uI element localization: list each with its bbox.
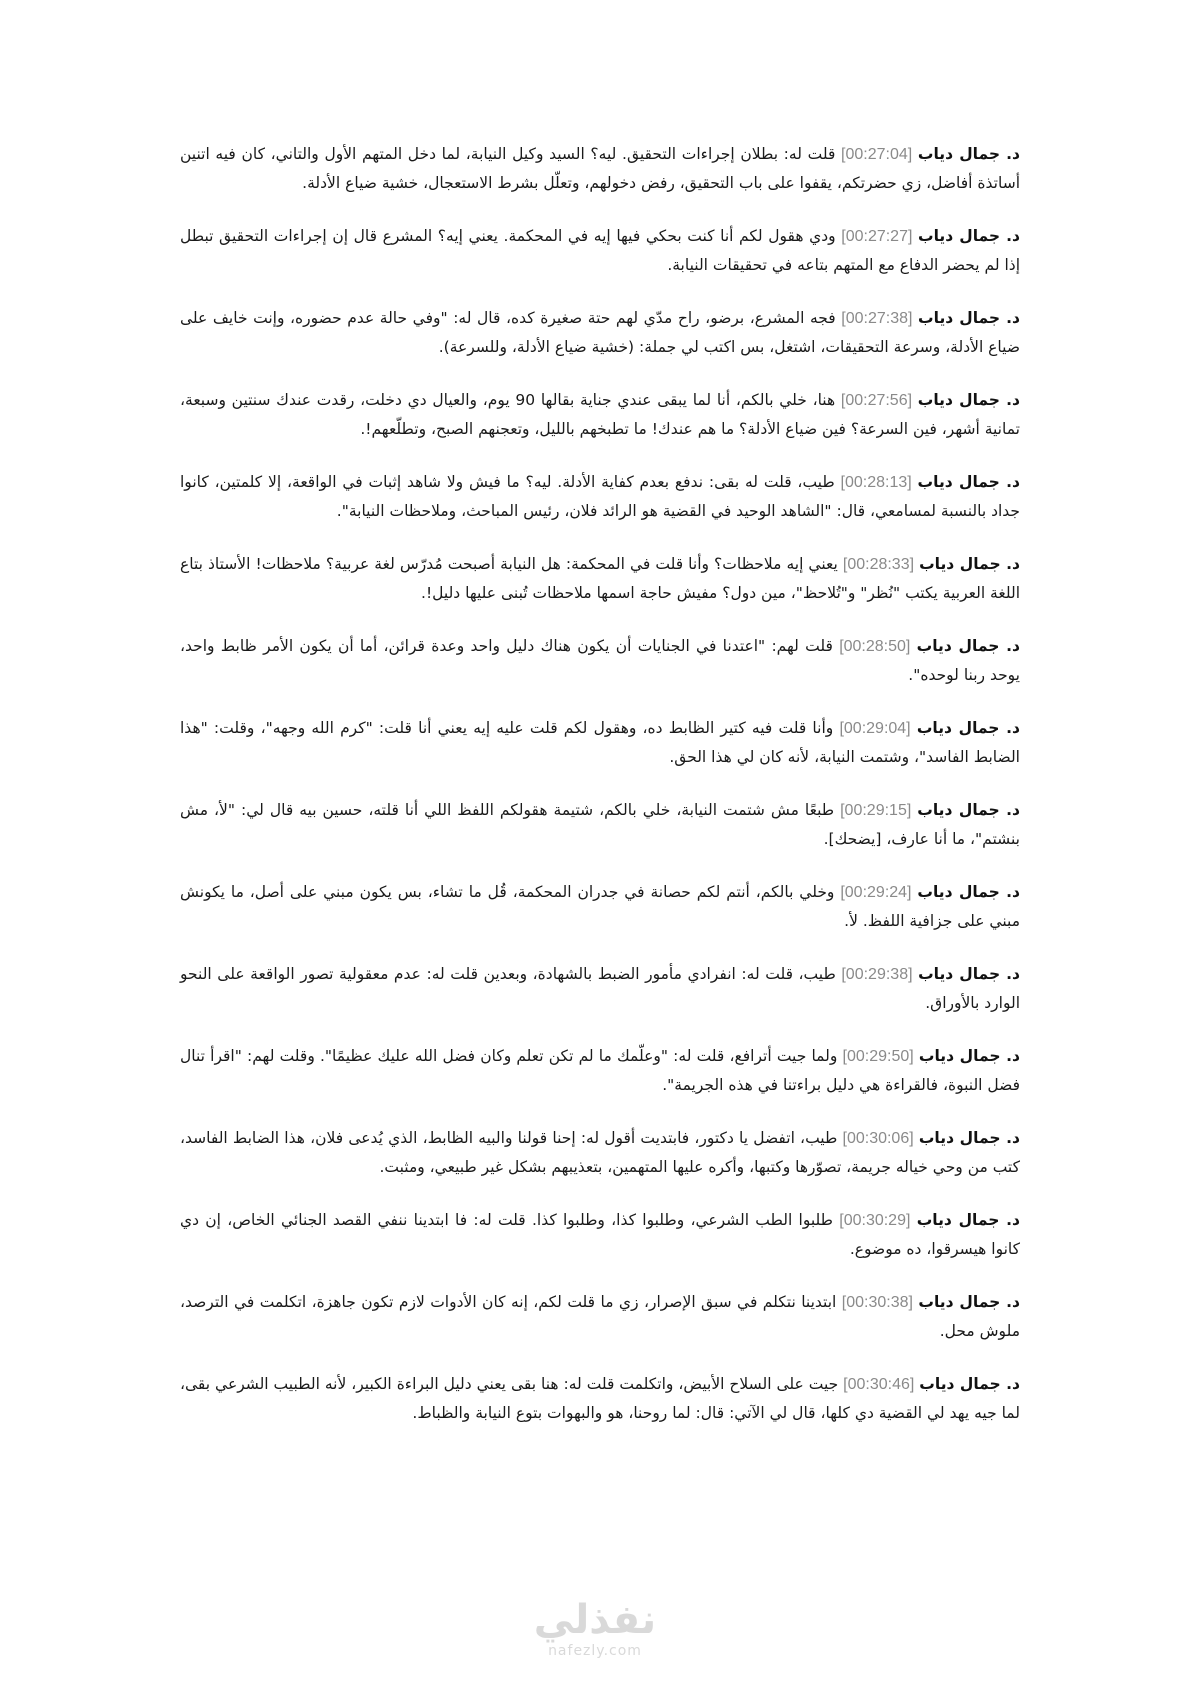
timestamp: [00:27:56] xyxy=(840,392,913,409)
speaker-name: د. جمال دياب xyxy=(918,227,1020,245)
speaker-name: د. جمال دياب xyxy=(917,145,1020,163)
entry-text: يعني إيه ملاحظات؟ وأنا قلت في المحكمة: هل النيابة أصبحت مُدرّس لغة عربية؟ ملاحظات! الأستاذ بتاع اللغة العربية يكتب "نُظر" و"تُلاحظ"، مين دول؟ مفيش حاجة اسمها ملاحظات تُبنى عليها دليل!. xyxy=(180,555,1020,602)
transcript-entry xyxy=(180,960,1020,1018)
transcript-entry xyxy=(180,1370,1020,1428)
watermark-url: nafezly.com xyxy=(548,1643,642,1659)
speaker-name: د. جمال دياب xyxy=(917,801,1021,819)
timestamp: [00:30:29] xyxy=(839,1212,911,1229)
transcript-entry xyxy=(180,222,1020,280)
entry-text: جيت على السلاح الأبيض، واتكلمت قلت له: هنا بقى يعني دليل البراءة الكبير، لأنه الطبيب الشرعي بقى، لما جيه يهد لي القضية دي كلها، قال لي الآتي: قال: لما روحنا، هو والبهوات بتوع النيابة والظباط. xyxy=(180,1375,1020,1422)
entry-text: وخلي بالكم، أنتم لكم حصانة في جدران المحكمة، قُل ما تشاء، بس يكون مبني على أصل، ما يكونش مبني على جزافية اللفظ. لأ. xyxy=(180,883,1020,930)
transcript-entry xyxy=(180,140,1020,198)
timestamp: [00:29:50] xyxy=(842,1048,914,1065)
transcript-entry xyxy=(180,632,1020,690)
transcript-entry xyxy=(180,1042,1020,1100)
transcript-entry xyxy=(180,714,1020,772)
entry-text: طيب، قلت له بقى: ندفع بعدم كفاية الأدلة. ليه؟ ما فيش ولا شاهد إثبات في الواقعة، إلا كلمتين، كانوا جداد بالنسبة لمسامعي، قال: "الشاهد الوحيد في القضية هو الرائد فلان، رئيس المباحث، وملاحظات النيابة". xyxy=(180,473,1020,520)
timestamp: [00:29:15] xyxy=(840,802,912,819)
timestamp: [00:29:04] xyxy=(839,720,911,737)
timestamp: [00:30:06] xyxy=(842,1130,914,1147)
entry-text: ودي هقول لكم أنا كنت بحكي فيها إيه في المحكمة. يعني إيه؟ المشرع قال إن إجراءات التحقيق تبطل إذا لم يحضر الدفاع مع المتهم بتاعه في تحقيقات النيابة. xyxy=(180,227,1020,274)
speaker-name: د. جمال دياب xyxy=(917,391,1020,409)
speaker-name: د. جمال دياب xyxy=(918,965,1020,983)
speaker-name: د. جمال دياب xyxy=(917,473,1020,491)
transcript-entry xyxy=(180,1206,1020,1264)
entry-text: طبعًا مش شتمت النيابة، خلي بالكم، شتيمة هقولكم اللفظ اللي أنا قلته، حسين بيه قال لي: "لأ، مش بنشتم"، ما أنا عارف، [يضحك]. xyxy=(180,801,1020,848)
timestamp: [00:27:04] xyxy=(841,146,913,163)
speaker-name: د. جمال دياب xyxy=(919,1375,1020,1393)
transcript-entry xyxy=(180,386,1020,444)
timestamp: [00:29:38] xyxy=(841,966,913,983)
speaker-name: د. جمال دياب xyxy=(918,309,1020,327)
watermark xyxy=(0,1598,1190,1660)
entry-text: ولما جيت أترافع، قلت له: "وعلّمك ما لم تكن تعلم وكان فضل الله عليك عظيمًا". وقلت لهم: "اقرأ تنال فضل النبوة، فالقراءة هي دليل براءتنا في هذه الجريمة". xyxy=(180,1047,1020,1094)
transcript-entry xyxy=(180,304,1020,362)
entry-text: قلت لهم: "اعتدنا في الجنايات أن يكون هناك دليل واحد وعدة قرائن، أما أن يكون الأمر ظابط واحد، يوحد ربنا لوحده". xyxy=(180,637,1020,684)
watermark-logo: نفذلي xyxy=(533,1597,657,1643)
speaker-name: د. جمال دياب xyxy=(918,1293,1020,1311)
entry-text: ابتدينا نتكلم في سبق الإصرار، زي ما قلت لكم، إنه كان الأدوات لازم تكون جاهزة، اتكلمت في الترصد، ملوش محل. xyxy=(180,1293,1020,1340)
timestamp: [00:28:13] xyxy=(840,474,912,491)
transcript-entry xyxy=(180,468,1020,526)
timestamp: [00:27:38] xyxy=(841,310,913,327)
timestamp: [00:28:33] xyxy=(842,556,915,573)
entry-text: فجه المشرع، برضو، راح مدّي لهم حتة صغيرة كده، قال له: "وفي حالة عدم حضوره، وإنت خايف على ضياع الأدلة، وسرعة التحقيقات، اشتغل، بس اكتب لي جملة: (خشية ضياع الأدلة، وللسرعة). xyxy=(180,309,1020,356)
transcript-entry xyxy=(180,878,1020,936)
timestamp: [00:27:27] xyxy=(841,228,913,245)
timestamp: [00:30:46] xyxy=(843,1376,915,1393)
transcript-entry xyxy=(180,1124,1020,1182)
speaker-name: د. جمال دياب xyxy=(916,719,1020,737)
entry-text: هنا، خلي بالكم، أنا لما يبقى عندي جناية بقالها 90 يوم، والعيال دي دخلت، رقدت عندك سنتين وسبعة، تمانية أشهر، فين السرعة؟ فين ضياع الأدلة؟ ما هم عندك! ما تطبخهم بالليل، وتعجنهم الصبح، وتطلّعهم!. xyxy=(180,391,1020,438)
timestamp: [00:28:50] xyxy=(839,638,911,655)
speaker-name: د. جمال دياب xyxy=(919,555,1020,573)
timestamp: [00:29:24] xyxy=(840,884,912,901)
speaker-name: د. جمال دياب xyxy=(918,1129,1021,1147)
entry-text: وأنا قلت فيه كتير الظابط ده، وهقول لكم قلت عليه إيه يعني أنا قلت: "كرم الله وجهه"، وقلت: "هذا الضابط الفاسد"، وشتمت النيابة، لأنه كان لي هذا الحق. xyxy=(180,719,1020,766)
entry-text: قلت له: بطلان إجراءات التحقيق. ليه؟ السيد وكيل النيابة، لما دخل المتهم الأول والتاني، كان فيه اتنين أساتذة أفاضل، زي حضرتكم، يقفوا على باب التحقيق، رفض دخولهم، وتعلّل بشرط الاستعجال، خشية ضياع الأدلة. xyxy=(180,145,1020,192)
transcript-entry xyxy=(180,550,1020,608)
transcript xyxy=(180,140,1020,1452)
entry-text: طيب، اتفضل يا دكتور، فابتديت أقول له: إحنا قولنا والبيه الظابط، الذي يُدعى فلان، هذا الضابط الفاسد، كتب من وحي خياله جريمة، تصوّرها وكتبها، وأكره عليها المتهمين، بتعذيبهم بشكل غير طبيعي، ومثبت. xyxy=(180,1129,1020,1176)
transcript-entry xyxy=(180,796,1020,854)
speaker-name: د. جمال دياب xyxy=(918,1047,1020,1065)
speaker-name: د. جمال دياب xyxy=(916,637,1020,655)
timestamp: [00:30:38] xyxy=(841,1294,913,1311)
speaker-name: د. جمال دياب xyxy=(917,883,1020,901)
entry-text: طلبوا الطب الشرعي، وطلبوا كذا، وطلبوا كذا. قلت له: فا ابتدينا ننفي القصد الجنائي الخاص، إن دي كانوا هيسرقوا، ده موضوع. xyxy=(180,1211,1020,1258)
transcript-entry xyxy=(180,1288,1020,1346)
entry-text: طيب، قلت له: انفرادي مأمور الضبط بالشهادة، وبعدين قلت له: عدم معقولية تصور الواقعة على النحو الوارد بالأوراق. xyxy=(180,965,1020,1012)
speaker-name: د. جمال دياب xyxy=(916,1211,1020,1229)
